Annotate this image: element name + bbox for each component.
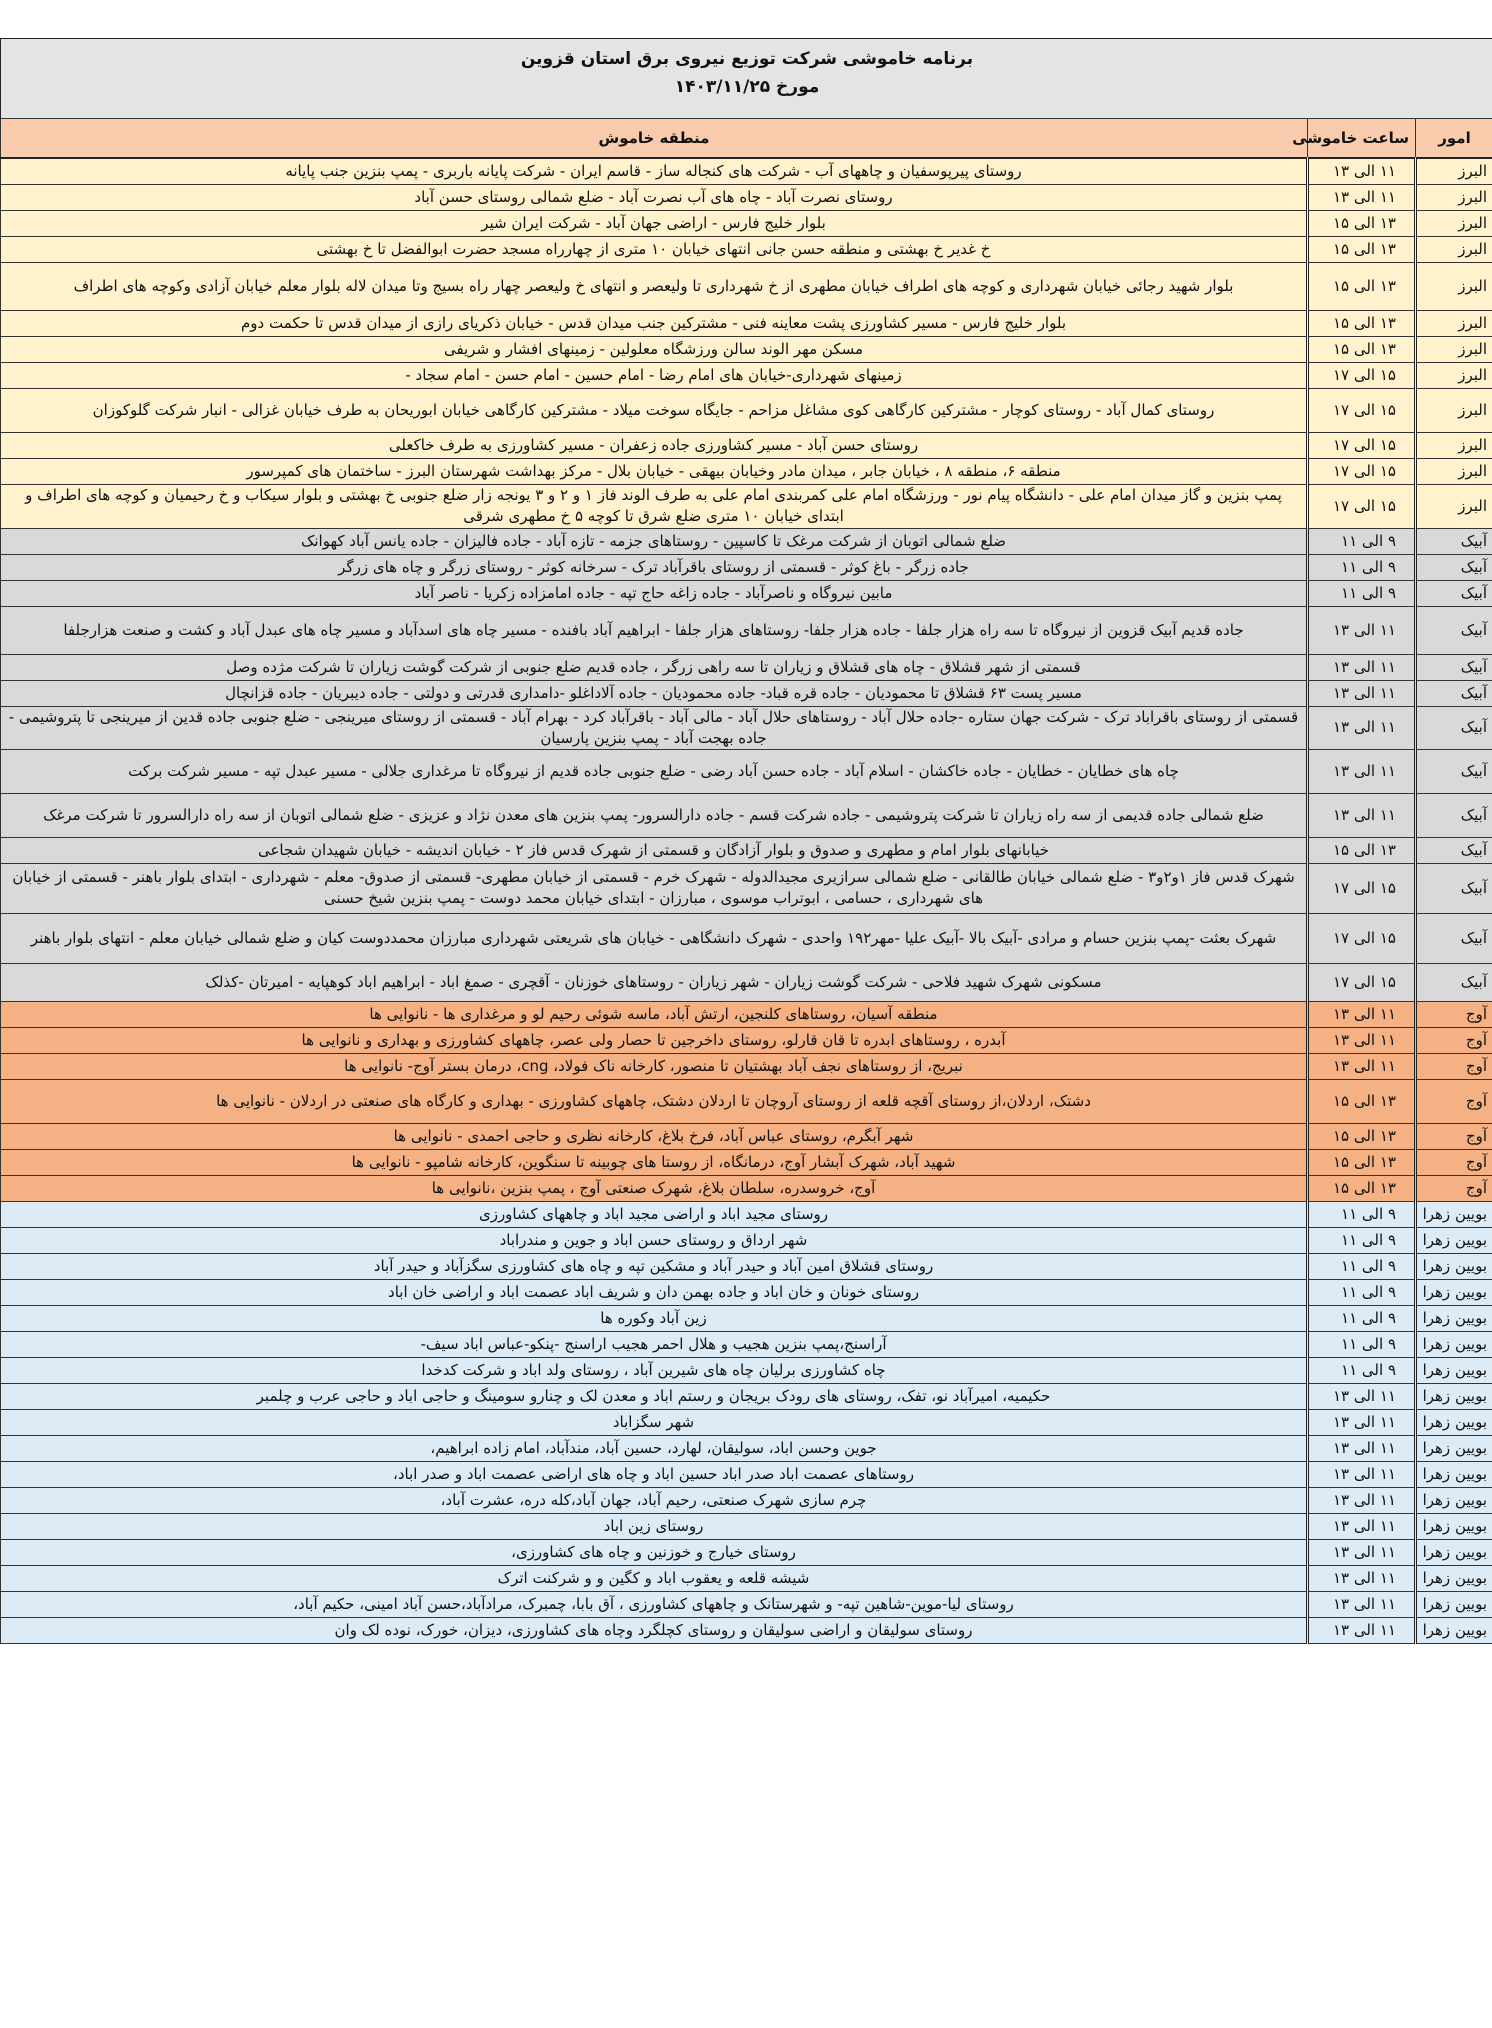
cell-area: خ غدیر خ بهشتی و منطقه حسن جانی انتهای خیابان ۱۰ متری از چهارراه مسجد حضرت ابوالفضل تا خ بهشتی xyxy=(1,236,1308,262)
cell-omur: آوج xyxy=(1416,1123,1492,1149)
cell-time: ۱۳ الی ۱۵ xyxy=(1308,1149,1416,1175)
cell-area: روستای قشلاق امین آباد و حیدر آباد و مشکین تپه و چاه های کشاورزی سگزآباد و حیدر آباد xyxy=(1,1253,1308,1279)
cell-time: ۱۱ الی ۱۳ xyxy=(1308,606,1416,654)
table-row xyxy=(1,236,1492,262)
cell-time: ۱۵ الی ۱۷ xyxy=(1308,913,1416,963)
cell-area: زمینهای شهرداری-خیابان های امام رضا - امام حسین - امام حسن - امام سجاد - xyxy=(1,362,1308,388)
table-row xyxy=(1,432,1492,458)
cell-time: ۱۳ الی ۱۵ xyxy=(1308,1175,1416,1201)
cell-time: ۱۵ الی ۱۷ xyxy=(1308,388,1416,432)
table-row xyxy=(1,184,1492,210)
cell-time: ۹ الی ۱۱ xyxy=(1308,1279,1416,1305)
schedule-table xyxy=(0,118,1492,1644)
table-row xyxy=(1,1435,1492,1461)
cell-omur: بویین زهرا xyxy=(1416,1331,1492,1357)
cell-area: شیشه قلعه و یعقوب اباد و کگین و و شرکنت اترک xyxy=(1,1565,1308,1591)
cell-omur: البرز xyxy=(1416,262,1492,310)
table-row xyxy=(1,1305,1492,1331)
cell-time: ۱۵ الی ۱۷ xyxy=(1308,362,1416,388)
table-row xyxy=(1,1053,1492,1079)
cell-area: شهر ارداق و روستای حسن اباد و جوین و مندراباد xyxy=(1,1227,1308,1253)
table-row xyxy=(1,484,1492,528)
cell-area: قسمتی از روستای باقراباد ترک - شرکت جهان ستاره -جاده حلال آباد - روستاهای حلال آباد - مالی آباد - باقرآباد کرد - بهرام آباد - قسمتی از روستای میرینجی - ضلع جنوبی جاده قدین از میرینجی تا پتروشیمی - جاده بهجت آباد - پمپ بنزین پارسیان xyxy=(1,706,1308,749)
table-row xyxy=(1,1027,1492,1053)
table-row xyxy=(1,1279,1492,1305)
cell-area: شهرک قدس فاز ۱و۲و۳ - ضلع شمالی خیابان طالقانی - ضلع شمالی سرازیری مجیدالدوله - شهرک خرم - قسمتی از خیابان مطهری- قسمتی از صدوق- معلم - شهرداری - ابتدای بلوار باهنر - قسمتی از خیابان های شهرداری ، حسامی ، ابوتراب موسوی ، مبارزان - ابتدای خیابان محمد دوست - پمپ بنزین شیخ حسنی xyxy=(1,863,1308,913)
cell-area: آراسنج،پمپ بنزین هجیب و هلال احمر هجیب اراسنج -پنکو-عباس اباد سیف- xyxy=(1,1331,1308,1357)
cell-area: آوج، خروسدره، سلطان بلاغ، شهرک صنعتی آوج ، پمپ بنزین ،نانوایی ها xyxy=(1,1175,1308,1201)
cell-area: حکیمیه، امیرآباد نو، تفک، روستای های رودک بریجان و رستم اباد و معدن لک و چنارو سومینگ و حاجی اباد و حاجی عرب و چلمبر xyxy=(1,1383,1308,1409)
cell-area: آبدره ، روستاهای ابدره تا قان قارلو، روستای داخرجین تا حصار ولی عصر، چاههای کشاورزی و بهداری و نانوایی ها xyxy=(1,1027,1308,1053)
cell-time: ۱۱ الی ۱۳ xyxy=(1308,1591,1416,1617)
table-row xyxy=(1,1591,1492,1617)
cell-omur: البرز xyxy=(1416,336,1492,362)
cell-omur: البرز xyxy=(1416,388,1492,432)
cell-time: ۱۱ الی ۱۳ xyxy=(1308,654,1416,680)
table-row xyxy=(1,749,1492,793)
cell-omur: البرز xyxy=(1416,362,1492,388)
cell-omur: آبیک xyxy=(1416,606,1492,654)
cell-time: ۱۱ الی ۱۳ xyxy=(1308,1513,1416,1539)
cell-time: ۱۱ الی ۱۳ xyxy=(1308,1539,1416,1565)
table-row xyxy=(1,1331,1492,1357)
table-row xyxy=(1,706,1492,749)
cell-time: ۱۱ الی ۱۳ xyxy=(1308,680,1416,706)
cell-area: چاه های خطایان - خطایان - جاده خاکشان - اسلام آباد - جاده حسن آباد رضی - ضلع جنوبی جاده قدیم از نیروگاه تا مرغداری جلالی - مسیر عبدل تپه - مسیر شرکت برکت xyxy=(1,749,1308,793)
table-row xyxy=(1,336,1492,362)
cell-omur: آوج xyxy=(1416,1027,1492,1053)
table-row xyxy=(1,580,1492,606)
cell-area: مسیر پست ۶۳ قشلاق تا محمودیان - جاده قره قباد- جاده محمودیان - جاده آلاداغلو -دامداری قدرتی و دولتی - جاده دیبریان - جاده قزانچال xyxy=(1,680,1308,706)
cell-omur: آبیک xyxy=(1416,654,1492,680)
cell-omur: بویین زهرا xyxy=(1416,1435,1492,1461)
cell-omur: بویین زهرا xyxy=(1416,1513,1492,1539)
cell-omur: بویین زهرا xyxy=(1416,1591,1492,1617)
cell-omur: آبیک xyxy=(1416,837,1492,863)
cell-omur: بویین زهرا xyxy=(1416,1409,1492,1435)
cell-time: ۱۱ الی ۱۳ xyxy=(1308,1409,1416,1435)
cell-time: ۹ الی ۱۱ xyxy=(1308,1305,1416,1331)
cell-time: ۱۳ الی ۱۵ xyxy=(1308,336,1416,362)
cell-area: شهید آباد، شهرک آبشار آوج، درمانگاه، از روستا های چوبینه تا سنگوین، کارخانه شامپو - نانوایی ها xyxy=(1,1149,1308,1175)
cell-time: ۱۳ الی ۱۵ xyxy=(1308,262,1416,310)
table-row xyxy=(1,1253,1492,1279)
cell-omur: آبیک xyxy=(1416,963,1492,1001)
cell-omur: آبیک xyxy=(1416,913,1492,963)
cell-area: شهر سگزاباد xyxy=(1,1409,1308,1435)
table-row xyxy=(1,606,1492,654)
table-row xyxy=(1,262,1492,310)
cell-time: ۹ الی ۱۱ xyxy=(1308,528,1416,554)
cell-omur: البرز xyxy=(1416,210,1492,236)
table-body xyxy=(1,158,1492,1643)
cell-omur: بویین زهرا xyxy=(1416,1279,1492,1305)
cell-area: روستای سولیقان و اراضی سولیقان و روستای کچلگرد وچاه های کشاورزی، دیزان، خورک، نوده لک وان xyxy=(1,1617,1308,1643)
table-row xyxy=(1,528,1492,554)
cell-area: جاده زرگر - باغ کوثر - قسمتی از روستای باقرآباد ترک - سرخانه کوثر - روستای زرگر و چاه های زرگر xyxy=(1,554,1308,580)
cell-omur: آبیک xyxy=(1416,749,1492,793)
cell-time: ۱۱ الی ۱۳ xyxy=(1308,1617,1416,1643)
cell-area: چاه کشاورزی برلیان چاه های شیرین آباد ، روستای ولد اباد و شرکت کدخدا xyxy=(1,1357,1308,1383)
cell-area: منطقه ۶، منطقه ۸ ، خیابان جابر ، میدان مادر وخیابان بیهقی - خیابان بلال - مرکز بهداشت شهرستان البرز - ساختمان های کمپرسور xyxy=(1,458,1308,484)
cell-omur: آبیک xyxy=(1416,680,1492,706)
cell-omur: البرز xyxy=(1416,432,1492,458)
cell-omur: البرز xyxy=(1416,310,1492,336)
cell-time: ۱۱ الی ۱۳ xyxy=(1308,184,1416,210)
cell-area: زین آباد وکوره ها xyxy=(1,1305,1308,1331)
header-row xyxy=(1,119,1492,159)
table-row xyxy=(1,1201,1492,1227)
cell-time: ۱۳ الی ۱۵ xyxy=(1308,837,1416,863)
cell-omur: بویین زهرا xyxy=(1416,1565,1492,1591)
header-area: منطقه خاموش xyxy=(1,119,1308,159)
cell-time: ۱۳ الی ۱۵ xyxy=(1308,1079,1416,1123)
cell-omur: آوج xyxy=(1416,1001,1492,1027)
cell-area: روستای خونان و خان اباد و جاده بهمن دان و شریف اباد عصمت اباد و اراضی خان اباد xyxy=(1,1279,1308,1305)
cell-area: شهرک بعثت -پمپ بنزین حسام و مرادی -آبیک بالا -آبیک علیا -مهر۱۹۲ واحدی - شهرک دانشگاهی - خیابان های شریعتی شهرداری مبارزان محمددوست کیان و ضلع شمالی خیابان معلم - انتهای بلوار باهنر xyxy=(1,913,1308,963)
cell-omur: آبیک xyxy=(1416,554,1492,580)
cell-time: ۱۵ الی ۱۷ xyxy=(1308,458,1416,484)
cell-time: ۱۳ الی ۱۵ xyxy=(1308,236,1416,262)
cell-omur: بویین زهرا xyxy=(1416,1383,1492,1409)
cell-omur: آوج xyxy=(1416,1079,1492,1123)
cell-area: چرم سازی شهرک صنعتی، رحیم آباد، جهان آباد،کله دره، عشرت آباد، xyxy=(1,1487,1308,1513)
table-row xyxy=(1,1409,1492,1435)
table-row xyxy=(1,1383,1492,1409)
table-row xyxy=(1,458,1492,484)
cell-area: مسکن مهر الوند سالن ورزشگاه معلولین - زمینهای افشار و شریفی xyxy=(1,336,1308,362)
cell-area: روستای کمال آباد - روستای کوچار - مشترکین کارگاهی کوی مشاغل مزاحم - جایگاه سوخت میلاد - مشترکین کارگاهی خیابان ابوریحان به طرف خیابان غزالی - انبار شرکت گلوکوزان xyxy=(1,388,1308,432)
cell-time: ۱۱ الی ۱۳ xyxy=(1308,1565,1416,1591)
cell-omur: آبیک xyxy=(1416,706,1492,749)
cell-area: روستای خیارج و خوزنین و چاه های کشاورزی، xyxy=(1,1539,1308,1565)
cell-time: ۱۱ الی ۱۳ xyxy=(1308,1053,1416,1079)
cell-time: ۱۳ الی ۱۵ xyxy=(1308,1123,1416,1149)
table-row xyxy=(1,1079,1492,1123)
table-row xyxy=(1,793,1492,837)
table-row xyxy=(1,654,1492,680)
cell-time: ۱۵ الی ۱۷ xyxy=(1308,432,1416,458)
cell-omur: بویین زهرا xyxy=(1416,1357,1492,1383)
table-row xyxy=(1,1513,1492,1539)
cell-omur: آبیک xyxy=(1416,863,1492,913)
cell-time: ۱۱ الی ۱۳ xyxy=(1308,1027,1416,1053)
cell-time: ۱۱ الی ۱۳ xyxy=(1308,1001,1416,1027)
cell-omur: بویین زهرا xyxy=(1416,1487,1492,1513)
cell-time: ۹ الی ۱۱ xyxy=(1308,1357,1416,1383)
cell-area: منطقه آسیان، روستاهای کلنجین، ارتش آباد، ماسه شوئی رحیم لو و مرغداری ها - نانوایی ها xyxy=(1,1001,1308,1027)
table-row xyxy=(1,1617,1492,1643)
table-row xyxy=(1,388,1492,432)
cell-time: ۱۱ الی ۱۳ xyxy=(1308,158,1416,184)
table-row xyxy=(1,1461,1492,1487)
cell-omur: بویین زهرا xyxy=(1416,1617,1492,1643)
outage-schedule-sheet xyxy=(0,38,1492,1644)
cell-area: روستای لیا-موین-شاهین تپه- و شهرستانک و چاههای کشاورزی ، آق بابا، چمبرک، مرادآباد،حسن آباد امینی، حکیم آباد، xyxy=(1,1591,1308,1617)
cell-time: ۱۱ الی ۱۳ xyxy=(1308,706,1416,749)
cell-area: روستای پیرپوسفیان و چاههای آب - شرکت های کنجاله ساز - قاسم ایران - شرکت پایانه باربری - پمپ بنزین جنب پایانه xyxy=(1,158,1308,184)
table-row xyxy=(1,158,1492,184)
page-title: برنامه خاموشی شرکت توزیع نیروی برق استان قزوین xyxy=(520,49,974,69)
cell-time: ۹ الی ۱۱ xyxy=(1308,1331,1416,1357)
cell-omur: البرز xyxy=(1416,236,1492,262)
cell-time: ۱۱ الی ۱۳ xyxy=(1308,749,1416,793)
cell-area: روستای زین اباد xyxy=(1,1513,1308,1539)
cell-omur: بویین زهرا xyxy=(1416,1253,1492,1279)
cell-time: ۱۱ الی ۱۳ xyxy=(1308,1435,1416,1461)
cell-time: ۱۱ الی ۱۳ xyxy=(1308,1461,1416,1487)
table-row xyxy=(1,1001,1492,1027)
cell-omur: البرز xyxy=(1416,458,1492,484)
cell-time: ۹ الی ۱۱ xyxy=(1308,1253,1416,1279)
cell-area: جاده قدیم آبیک قزوین از نیروگاه تا سه راه هزار جلفا - جاده هزار جلفا- روستاهای هزار جلفا - ابراهیم آباد بافنده - مسیر چاه های اسدآباد و مسیر چاه های عبدل آباد و کشت و صنعت هزارجلفا xyxy=(1,606,1308,654)
cell-area: روستای نصرت آباد - چاه های آب نصرت آباد - ضلع شمالی روستای حسن آباد xyxy=(1,184,1308,210)
cell-area: دشتک، اردلان،از روستای آقچه قلعه از روستای آروچان تا اردلان دشتک، چاههای کشاورزی - بهداری و کارگاه های صنعتی در اردلان - نانوایی ها xyxy=(1,1079,1308,1123)
date-line: مورخ ۱۴۰۳/۱۱/۲۵ xyxy=(674,77,820,97)
table-row xyxy=(1,210,1492,236)
table-row xyxy=(1,1227,1492,1253)
header-time: ساعت خاموشی xyxy=(1308,119,1416,159)
cell-omur: بویین زهرا xyxy=(1416,1201,1492,1227)
cell-omur: آوج xyxy=(1416,1175,1492,1201)
cell-time: ۹ الی ۱۱ xyxy=(1308,1227,1416,1253)
cell-omur: آبیک xyxy=(1416,528,1492,554)
cell-omur: بویین زهرا xyxy=(1416,1539,1492,1565)
cell-omur: البرز xyxy=(1416,484,1492,528)
table-row xyxy=(1,1175,1492,1201)
table-row xyxy=(1,863,1492,913)
cell-time: ۱۱ الی ۱۳ xyxy=(1308,1383,1416,1409)
cell-area: ضلع شمالی اتوبان از شرکت مرغک تا کاسپین - روستاهای جزمه - تازه آباد - جاده فالیزان - جاده یانس آباد کهوانک xyxy=(1,528,1308,554)
cell-area: نبریج، از روستاهای نجف آباد بهشتیان تا منصور، کارخانه ناک فولاد، cng، درمان بستر آوج- نانوایی ها xyxy=(1,1053,1308,1079)
cell-area: بلوار خلیج فارس - مسیر کشاورزی پشت معاینه فنی - مشترکین جنب میدان قدس - خیابان ذکریای رازی از میدان قدس تا حکمت دوم xyxy=(1,310,1308,336)
cell-omur: آوج xyxy=(1416,1149,1492,1175)
table-row xyxy=(1,1565,1492,1591)
cell-time: ۹ الی ۱۱ xyxy=(1308,1201,1416,1227)
cell-time: ۹ الی ۱۱ xyxy=(1308,554,1416,580)
cell-omur: آبیک xyxy=(1416,580,1492,606)
table-row xyxy=(1,1123,1492,1149)
table-row xyxy=(1,1357,1492,1383)
table-row xyxy=(1,1539,1492,1565)
table-row xyxy=(1,362,1492,388)
cell-time: ۱۵ الی ۱۷ xyxy=(1308,963,1416,1001)
table-row xyxy=(1,837,1492,863)
cell-time: ۱۱ الی ۱۳ xyxy=(1308,1487,1416,1513)
cell-area: روستای مجید اباد و اراضی مجید اباد و چاههای کشاورزی xyxy=(1,1201,1308,1227)
table-row xyxy=(1,913,1492,963)
cell-area: شهر آبگرم، روستای عباس آباد، فرخ بلاغ، کارخانه نظری و حاجی احمدی - نانوایی ها xyxy=(1,1123,1308,1149)
table-row xyxy=(1,680,1492,706)
table-row xyxy=(1,554,1492,580)
header-omur: امور xyxy=(1416,119,1492,159)
cell-area: بلوار خلیج فارس - اراضی جهان آباد - شرکت ایران شیر xyxy=(1,210,1308,236)
cell-area: بلوار شهید رجائی خیابان شهرداری و کوچه های اطراف خیابان مطهری از خ شهرداری تا ولیعصر و انتهای خ ولیعصر چهار راه بسیج وتا میدان لاله بلوار معلم خیابان آزادی وکوچه های اطراف xyxy=(1,262,1308,310)
cell-area: روستاهای عصمت اباد صدر اباد حسین اباد و چاه های اراضی عصمت اباد و صدر اباد، xyxy=(1,1461,1308,1487)
cell-area: مابین نیروگاه و ناصرآباد - جاده زاغه حاج تپه - جاده امامزاده زکریا - ناصر آباد xyxy=(1,580,1308,606)
cell-omur: بویین زهرا xyxy=(1416,1461,1492,1487)
cell-area: خیابانهای بلوار امام و مطهری و صدوق و بلوار آزادگان و قسمتی از شهرک قدس فاز ۲ - خیابان اندیشه - خیابان شهیدان شجاعی xyxy=(1,837,1308,863)
cell-area: جوین وحسن اباد، سولیقان، لهارد، حسین آباد، مندآباد، امام زاده ابراهیم، xyxy=(1,1435,1308,1461)
cell-area: مسکونی شهرک شهید فلاحی - شرکت گوشت زیاران - شهر زیاران - روستاهای خوزنان - آقچری - صمغ اباد - ابراهیم اباد کوهپایه - امیرتان -کذلک xyxy=(1,963,1308,1001)
cell-omur: آبیک xyxy=(1416,793,1492,837)
title-block xyxy=(0,38,1492,118)
table-row xyxy=(1,963,1492,1001)
cell-omur: البرز xyxy=(1416,184,1492,210)
cell-omur: بویین زهرا xyxy=(1416,1305,1492,1331)
cell-time: ۱۳ الی ۱۵ xyxy=(1308,310,1416,336)
cell-area: قسمتی از شهر قشلاق - چاه های قشلاق و زیاران تا سه راهی زرگر ، جاده قدیم ضلع جنوبی از شرکت گوشت زیاران تا شرکت مژده وصل xyxy=(1,654,1308,680)
cell-omur: آوج xyxy=(1416,1053,1492,1079)
cell-area: ضلع شمالی جاده قدیمی از سه راه زیاران تا شرکت پتروشیمی - جاده شرکت قسم - جاده دارالسرور- پمپ بنزین های معدن نژاد و عزیزی - ضلع شمالی اتوبان از سه راه دارالسرور تا شرکت مرغک xyxy=(1,793,1308,837)
cell-time: ۱۱ الی ۱۳ xyxy=(1308,793,1416,837)
cell-time: ۹ الی ۱۱ xyxy=(1308,580,1416,606)
cell-time: ۱۵ الی ۱۷ xyxy=(1308,484,1416,528)
cell-area: روستای حسن آباد - مسیر کشاورزی جاده زعفران - مسیر کشاورزی به طرف خاکعلی xyxy=(1,432,1308,458)
cell-omur: البرز xyxy=(1416,158,1492,184)
table-row xyxy=(1,1487,1492,1513)
cell-area: پمپ بنزین و گاز میدان امام علی - دانشگاه پیام نور - ورزشگاه امام علی کمربندی امام علی به طرف الوند فاز ۱ و ۲ و ۳ یونجه زار ضلع جنوبی خ بهشتی و بلوار سیکاب و خ رحیمیان و کوچه های اطراف و ابتدای خیابان ۱۰ متری ضلع شرق تا کوچه ۵ خ مطهری شرقی xyxy=(1,484,1308,528)
table-row xyxy=(1,1149,1492,1175)
table-row xyxy=(1,310,1492,336)
cell-time: ۱۵ الی ۱۷ xyxy=(1308,863,1416,913)
cell-omur: بویین زهرا xyxy=(1416,1227,1492,1253)
cell-time: ۱۳ الی ۱۵ xyxy=(1308,210,1416,236)
